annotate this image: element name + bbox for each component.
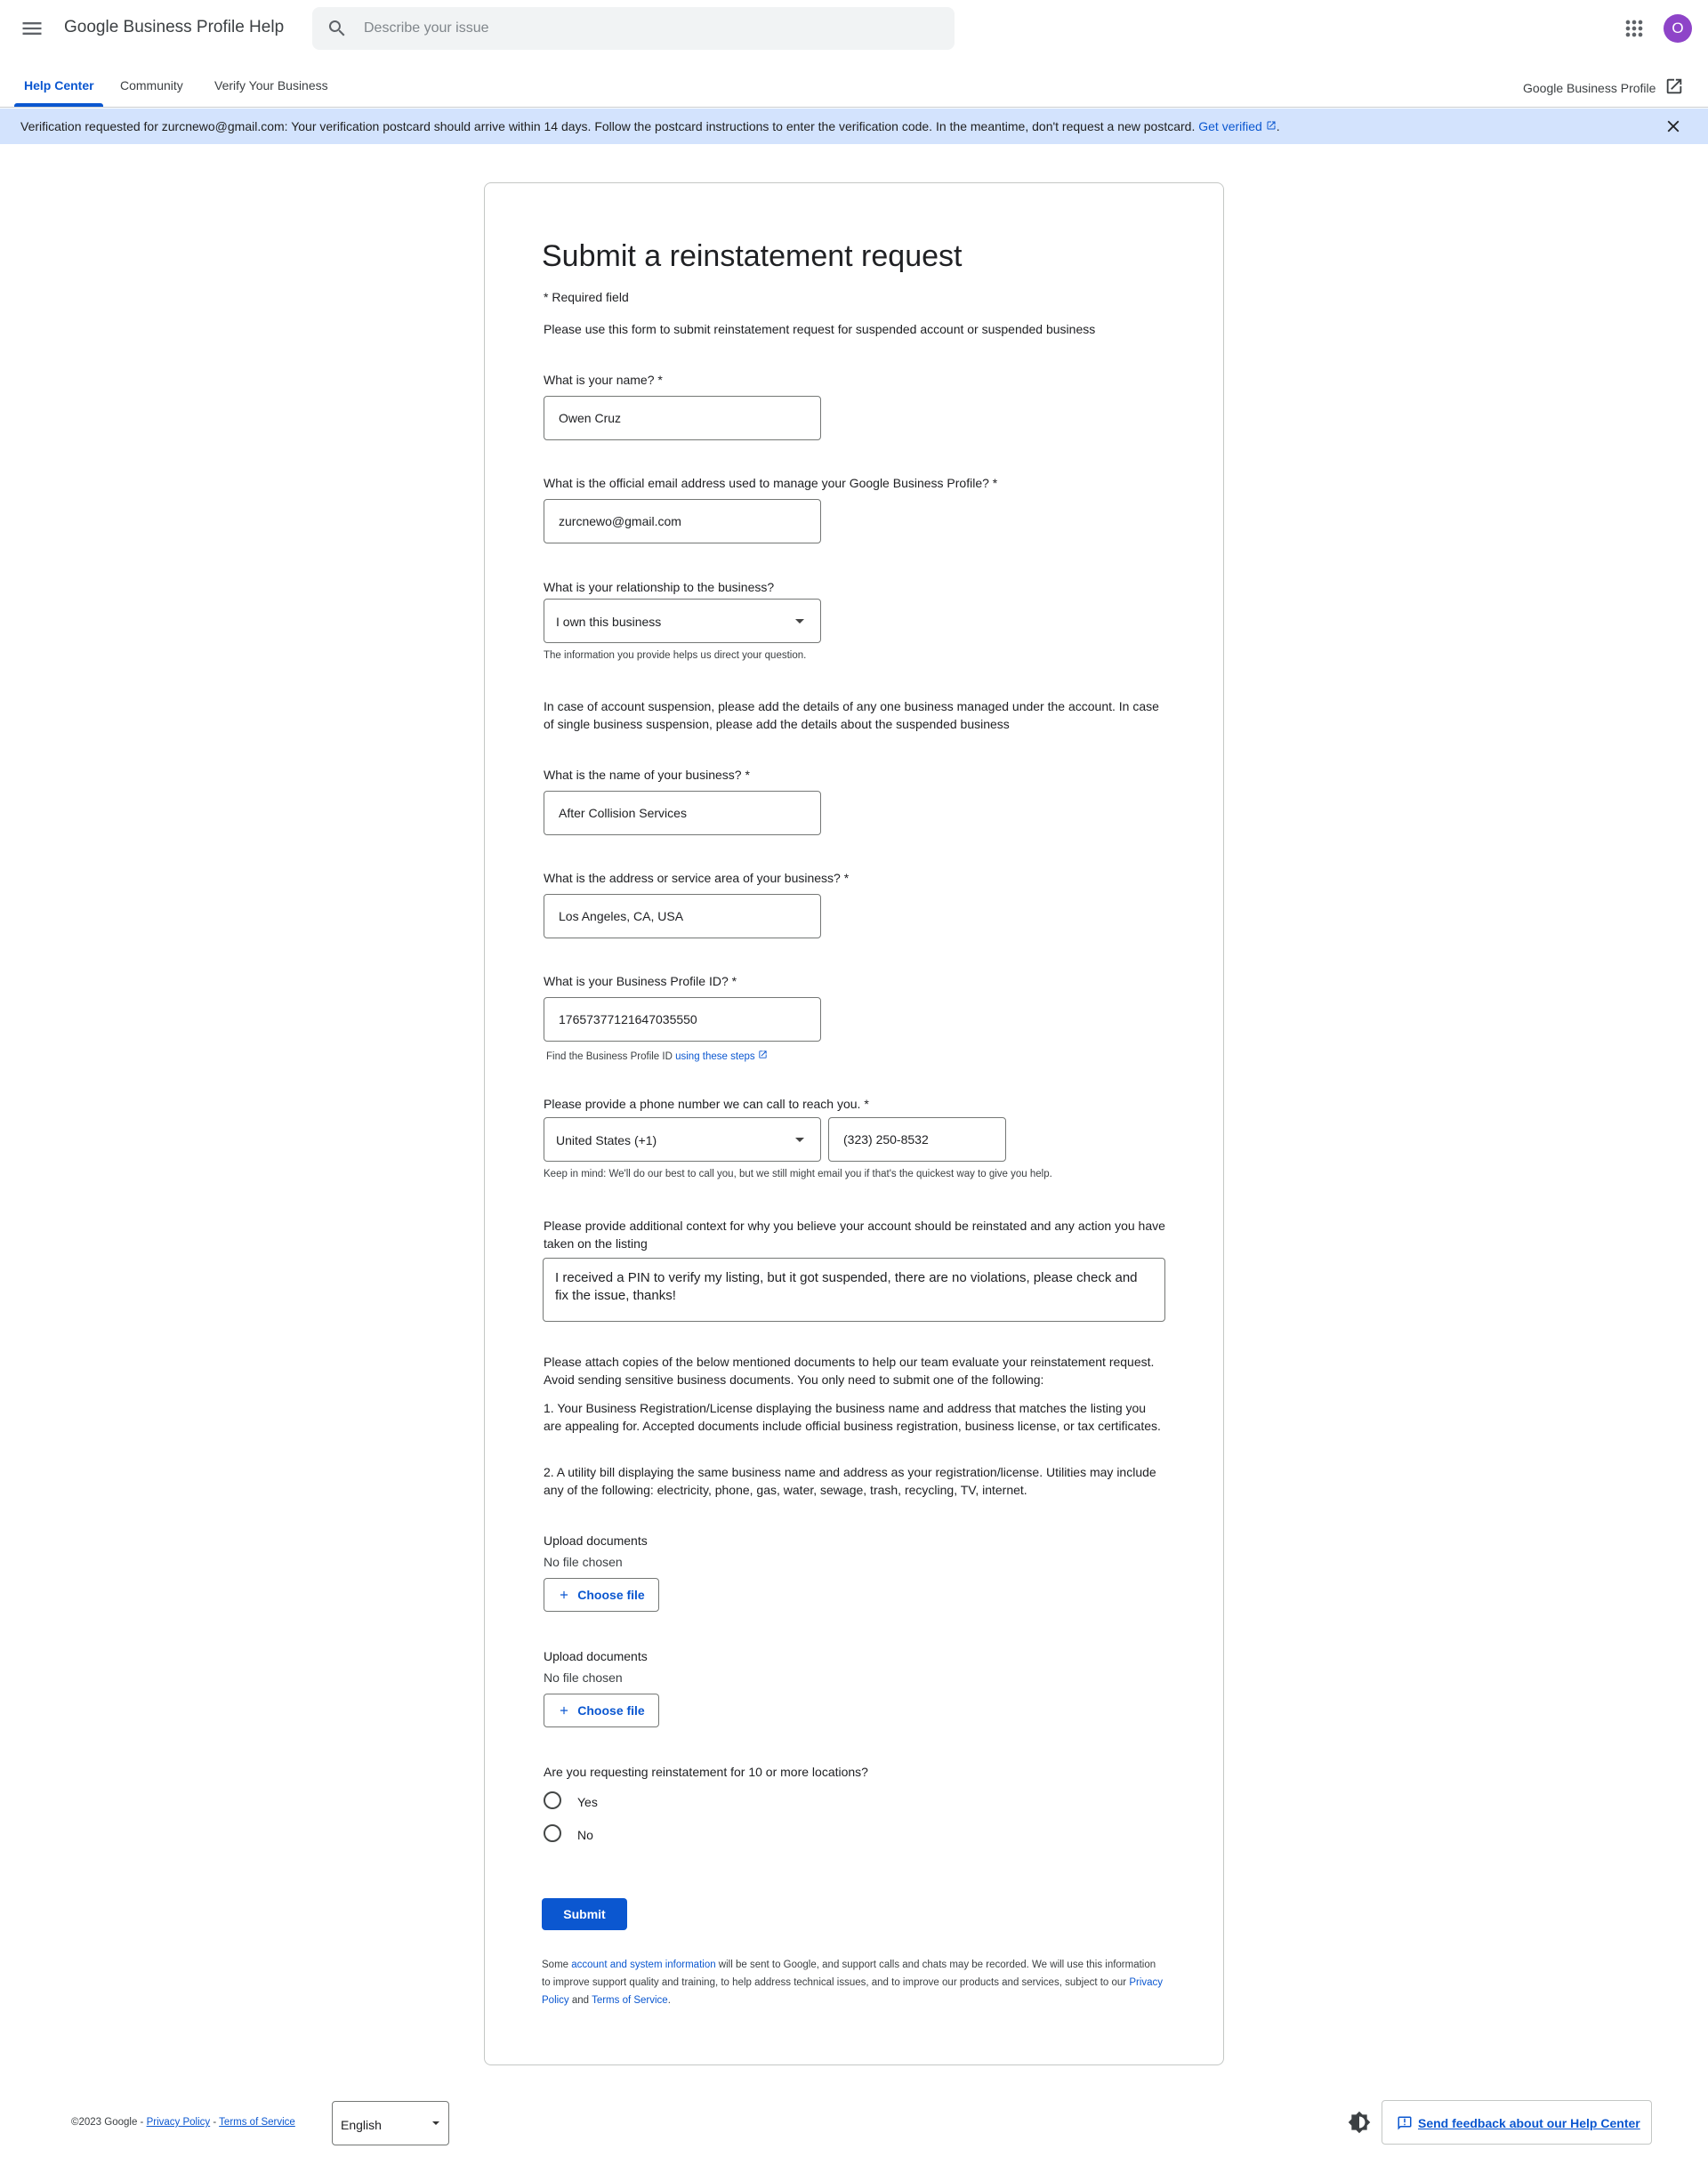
address-input[interactable] bbox=[544, 895, 820, 938]
verification-banner bbox=[0, 109, 1708, 144]
choose-file-button-1[interactable]: Choose file bbox=[544, 1578, 659, 1612]
relationship-value: I own this business bbox=[556, 615, 662, 629]
phone-country-select[interactable] bbox=[544, 1117, 821, 1162]
profile-id-input[interactable] bbox=[544, 998, 820, 1041]
attach-intro: Please attach copies of the below mentioned documents to help our team evaluate your reinstatement request. Avoid sending sensitive business documents. You only need to submit one of the following: bbox=[544, 1355, 1155, 1387]
external-link-icon bbox=[1266, 120, 1277, 131]
email-field[interactable] bbox=[544, 499, 821, 543]
radio-no[interactable] bbox=[544, 1824, 561, 1842]
upload-label-1: Upload documents bbox=[544, 1533, 648, 1548]
disclaimer-privacy-link[interactable]: Privacy Policy bbox=[542, 1977, 1164, 2006]
plus-icon bbox=[558, 1704, 570, 1717]
upload-label-2: Upload documents bbox=[544, 1649, 648, 1663]
language-value: English bbox=[341, 2118, 382, 2132]
business-name-input[interactable] bbox=[544, 792, 820, 834]
account-avatar[interactable]: O bbox=[1664, 14, 1692, 43]
dropdown-arrow-icon bbox=[795, 1138, 804, 1142]
profile-id-help: Find the Business Profile ID using these steps bbox=[546, 1050, 768, 1062]
relationship-help: The information you provide helps us direct your question. bbox=[544, 650, 807, 661]
copyright: ©2023 Google bbox=[71, 2117, 138, 2128]
radio-no-label[interactable]: No bbox=[577, 1828, 593, 1842]
upload-status-2: No file chosen bbox=[544, 1670, 623, 1685]
suspension-note: In case of account suspension, please add the details of any one business managed under the account. In case of single business suspension, please add the details about the suspended business bbox=[544, 699, 1159, 731]
tab-help-center[interactable]: Help Center bbox=[24, 78, 94, 93]
open-in-new-icon bbox=[1664, 76, 1684, 99]
address-label: What is the address or service area of your business? * bbox=[544, 871, 850, 885]
name-label: What is your name? * bbox=[544, 373, 663, 387]
active-tab-indicator bbox=[14, 103, 103, 107]
search-icon[interactable] bbox=[326, 18, 348, 44]
attach-item-2: 2. A utility bill displaying the same business name and address as your registration/license. Utilities may include any of the following: electricity, phone, gas, water, sewage, trash, recycling, TV, internet. bbox=[544, 1465, 1156, 1497]
attach-item-1: 1. Your Business Registration/License displaying the business name and address that matches the listing you are appealing for. Accepted documents include official business registration, business license, or tax certificates. bbox=[544, 1401, 1161, 1433]
profile-id-field[interactable] bbox=[544, 997, 821, 1042]
phone-label: Please provide a phone number we can call to reach you. * bbox=[544, 1097, 869, 1111]
context-textarea[interactable]: I received a PIN to verify my listing, but it got suspended, there are no violations, please check and fix the issue, thanks! bbox=[543, 1258, 1165, 1322]
close-icon[interactable] bbox=[1664, 117, 1683, 136]
dropdown-arrow-icon bbox=[432, 2121, 439, 2125]
tab-verify-your-business[interactable]: Verify Your Business bbox=[214, 78, 328, 93]
relationship-select[interactable] bbox=[544, 599, 821, 643]
privacy-disclaimer: Some account and system information will be sent to Google, and support calls and chats may be recorded. We will use this information to improve support quality and training, to help address technical issues, and to improve our products and services, subject to our Privacy Policy and Terms of Service. bbox=[542, 1960, 1164, 2006]
banner-message: Verification requested for zurcnewo@gmail.com: Your verification postcard should arrive within 14 days. Follow the postcard instructions to enter the verification code. In the meantime, don't request a new postcard. bbox=[20, 119, 1196, 133]
submit-button[interactable]: Submit bbox=[542, 1898, 627, 1930]
external-link-label: Google Business Profile bbox=[1523, 80, 1656, 95]
email-input[interactable] bbox=[544, 500, 820, 543]
search-bar[interactable] bbox=[312, 7, 955, 50]
name-field[interactable] bbox=[544, 396, 821, 440]
get-verified-link[interactable]: Get verified bbox=[1198, 119, 1276, 133]
choose-file-button-2[interactable]: Choose file bbox=[544, 1694, 659, 1727]
banner-trailing: . bbox=[1276, 119, 1280, 133]
theme-toggle-icon[interactable] bbox=[1348, 2111, 1371, 2134]
phone-number-input[interactable] bbox=[829, 1118, 1005, 1161]
top-app-bar bbox=[0, 0, 1708, 57]
send-feedback-button[interactable] bbox=[1382, 2100, 1652, 2145]
google-business-profile-link[interactable] bbox=[1523, 76, 1684, 99]
disclaimer-terms-link[interactable]: Terms of Service bbox=[592, 1995, 668, 2006]
business-name-field[interactable] bbox=[544, 791, 821, 835]
footer-links: ©2023 Google - Privacy Policy - Terms of Service bbox=[71, 2117, 295, 2128]
tab-community[interactable]: Community bbox=[120, 78, 183, 93]
name-input[interactable] bbox=[544, 397, 820, 439]
phone-number-field[interactable] bbox=[828, 1117, 1006, 1162]
feedback-icon bbox=[1397, 2115, 1413, 2136]
send-feedback-label: Send feedback about our Help Center bbox=[1418, 2116, 1640, 2130]
phone-country-value: United States (+1) bbox=[556, 1133, 657, 1147]
context-label: Please provide additional context for why you believe your account should be reinstated and any action you have taken on the listing bbox=[544, 1219, 1165, 1251]
address-field[interactable] bbox=[544, 894, 821, 938]
search-input[interactable] bbox=[362, 7, 931, 50]
phone-help: Keep in mind: We'll do our best to call you, but we still might email you if that's the quickest way to give you help. bbox=[544, 1169, 1052, 1179]
account-system-info-link[interactable]: account and system information bbox=[571, 1960, 716, 1970]
form-intro: Please use this form to submit reinstatement request for suspended account or suspended business bbox=[544, 322, 1096, 336]
footer-terms-link[interactable]: Terms of Service bbox=[219, 2117, 295, 2128]
profile-id-label: What is your Business Profile ID? * bbox=[544, 974, 737, 988]
app-title[interactable]: Google Business Profile Help bbox=[64, 18, 285, 36]
footer-privacy-link[interactable]: Privacy Policy bbox=[146, 2117, 211, 2128]
dropdown-arrow-icon bbox=[795, 619, 804, 624]
nav-tabs bbox=[0, 57, 1708, 108]
locations-label: Are you requesting reinstatement for 10 or more locations? bbox=[544, 1765, 868, 1779]
email-label: What is the official email address used to manage your Google Business Profile? * bbox=[544, 476, 998, 490]
external-link-icon bbox=[758, 1050, 768, 1059]
radio-yes[interactable] bbox=[544, 1791, 561, 1809]
upload-status-1: No file chosen bbox=[544, 1555, 623, 1569]
page-title: Submit a reinstatement request bbox=[542, 239, 963, 273]
relationship-label: What is your relationship to the business? bbox=[544, 580, 775, 594]
business-name-label: What is the name of your business? * bbox=[544, 768, 750, 782]
reinstatement-form-card bbox=[484, 182, 1224, 2065]
google-apps-icon[interactable] bbox=[1622, 16, 1647, 41]
profile-id-steps-link[interactable]: using these steps bbox=[675, 1051, 768, 1062]
main-menu-icon[interactable] bbox=[20, 16, 44, 41]
radio-yes-label[interactable]: Yes bbox=[577, 1795, 598, 1809]
plus-icon bbox=[558, 1589, 570, 1601]
required-field-note: * Required field bbox=[544, 290, 629, 304]
language-select[interactable] bbox=[332, 2101, 449, 2145]
